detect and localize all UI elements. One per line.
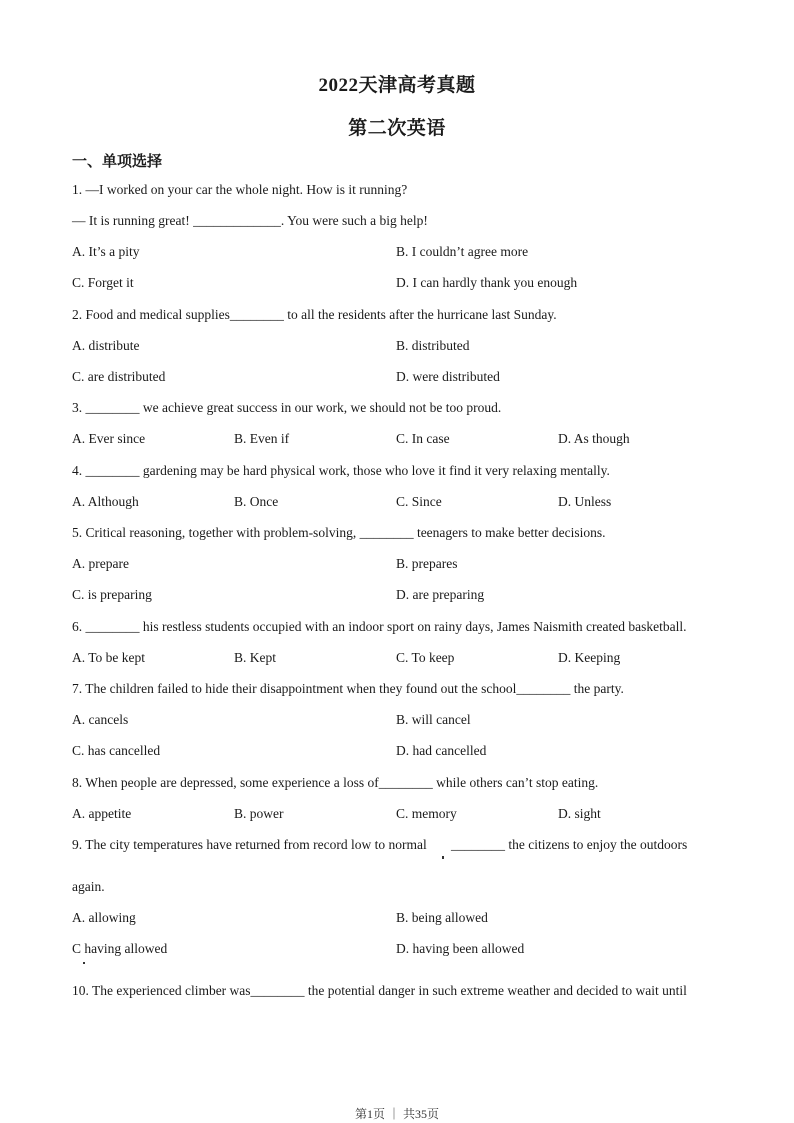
question-6-option-a: A. To be kept xyxy=(72,650,146,665)
stray-mark xyxy=(83,962,85,964)
question-9-stem-part2: ________ the citizens to enjoy the outdoors xyxy=(451,837,688,852)
question-8-option-b: B. power xyxy=(234,806,284,821)
question-9-option-c: C having allowed xyxy=(72,941,168,956)
question-8-option-c: C. memory xyxy=(396,806,457,821)
question-9-option-a: A. allowing xyxy=(72,910,136,925)
question-1-option-b: B. I couldn’t agree more xyxy=(396,244,529,259)
question-7-option-d: D. had cancelled xyxy=(396,743,487,758)
question-4-option-a: A. Although xyxy=(72,494,139,509)
question-3-stem: 3. ________ we achieve great success in our work, we should not be too proud. xyxy=(72,400,502,415)
question-5-option-c: C. is preparing xyxy=(72,587,152,602)
question-6-option-c: C. To keep xyxy=(396,650,455,665)
question-5-option-d: D. are preparing xyxy=(396,587,485,602)
question-4-stem: 4. ________ gardening may be hard physical work, those who love it find it very relaxing mentally. xyxy=(72,463,610,478)
document-title: 2022天津高考真题 xyxy=(318,75,476,96)
question-10-stem: 10. The experienced climber was________ the potential danger in such extreme weather and decided to wait until xyxy=(72,983,687,998)
question-4-option-b: B. Once xyxy=(234,494,279,509)
section-heading: 一、单项选择 xyxy=(72,154,163,170)
stray-mark xyxy=(442,856,444,859)
question-8-stem: 8. When people are depressed, some experience a loss of________ while others can’t stop eating. xyxy=(72,775,599,790)
question-5-stem: 5. Critical reasoning, together with problem-solving, ________ teenagers to make better decisions. xyxy=(72,525,606,540)
question-9-option-b: B. being allowed xyxy=(396,910,488,925)
question-3-option-b: B. Even if xyxy=(234,431,290,446)
question-5-option-b: B. prepares xyxy=(396,556,458,571)
question-4-option-c: C. Since xyxy=(396,494,442,509)
page-footer: 第1页 ｜ 共35页 xyxy=(354,1107,439,1121)
question-1-option-c: C. Forget it xyxy=(72,275,134,290)
question-2-option-a: A. distribute xyxy=(72,338,140,353)
question-1-option-a: A. It’s a pity xyxy=(72,244,140,259)
question-9-stem: 9. The city temperatures have returned from record low to normal xyxy=(72,837,427,852)
document-subtitle: 第二次英语 xyxy=(348,118,446,139)
question-7-option-c: C. has cancelled xyxy=(72,743,161,758)
question-3-option-a: A. Ever since xyxy=(72,431,146,446)
question-2-stem: 2. Food and medical supplies________ to all the residents after the hurricane last Sunday. xyxy=(72,307,557,322)
question-7-stem: 7. The children failed to hide their disappointment when they found out the school________ the party. xyxy=(72,681,624,696)
question-6-option-d: D. Keeping xyxy=(558,650,621,665)
question-7-option-b: B. will cancel xyxy=(396,712,471,727)
question-1-stem: 1. —I worked on your car the whole night. How is it running? xyxy=(72,182,408,197)
question-1-option-d: D. I can hardly thank you enough xyxy=(396,275,578,290)
question-3-option-d: D. As though xyxy=(558,431,630,446)
question-1-stem-line2: — It is running great! _____________. You were such a big help! xyxy=(72,213,428,228)
question-2-option-b: B. distributed xyxy=(396,338,470,353)
question-7-option-a: A. cancels xyxy=(72,712,129,727)
question-8-option-d: D. sight xyxy=(558,806,601,821)
question-5-option-a: A. prepare xyxy=(72,556,129,571)
question-8-option-a: A. appetite xyxy=(72,806,132,821)
question-2-option-d: D. were distributed xyxy=(396,369,500,384)
question-9-option-d: D. having been allowed xyxy=(396,941,525,956)
question-6-option-b: B. Kept xyxy=(234,650,276,665)
question-4-option-d: D. Unless xyxy=(558,494,612,509)
question-2-option-c: C. are distributed xyxy=(72,369,166,384)
question-6-stem: 6. ________ his restless students occupied with an indoor sport on rainy days, James Naismith created basketball. xyxy=(72,619,687,634)
question-9-stem-line2: again. xyxy=(72,879,105,894)
question-3-option-c: C. In case xyxy=(396,431,450,446)
